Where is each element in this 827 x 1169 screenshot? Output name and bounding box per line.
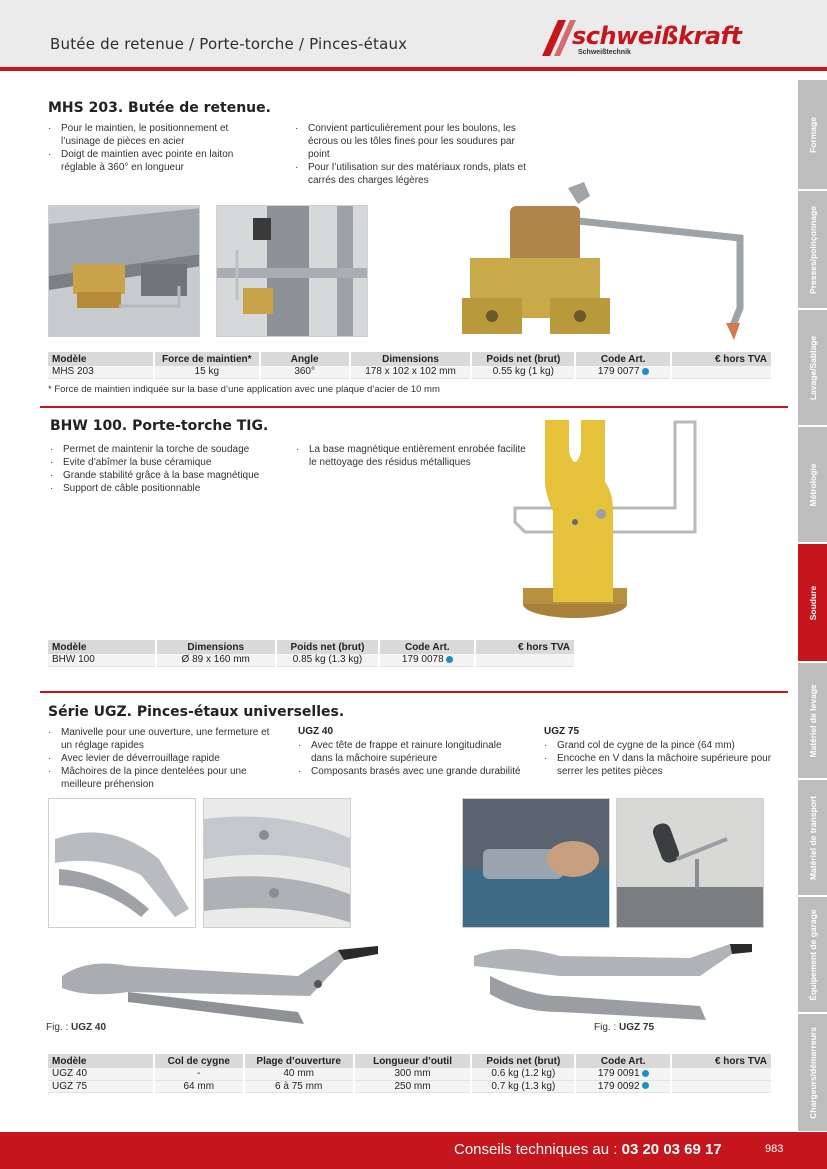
ugz40-bullets bbox=[298, 739, 523, 778]
tab-label: Matériel de transport bbox=[807, 795, 818, 880]
info-dot-icon bbox=[642, 1082, 649, 1089]
sidebar-tab-lavage[interactable] bbox=[798, 310, 827, 426]
cell-code bbox=[575, 366, 671, 378]
ugz40-product-image bbox=[48, 936, 388, 1032]
col-header: Dimensions bbox=[350, 352, 472, 366]
article-code: 179 0091 bbox=[597, 1068, 640, 1080]
col-header: Longueur d’outil bbox=[354, 1054, 472, 1068]
bhw-product-image bbox=[505, 412, 705, 627]
logo-subtitle: Schweißtechnik bbox=[578, 49, 631, 56]
col-header: Modèle bbox=[48, 352, 154, 366]
logo-wordmark: schweißkraft bbox=[572, 22, 742, 50]
cell-price bbox=[671, 1080, 772, 1092]
footer-phone[interactable]: 03 20 03 69 17 bbox=[621, 1141, 722, 1158]
fig-label: UGZ 40 bbox=[71, 1022, 107, 1033]
col-header: Poids net (brut) bbox=[276, 640, 380, 654]
ugz40-photo-detail bbox=[203, 798, 351, 928]
tab-label: Matériel de levage bbox=[807, 683, 818, 758]
sidebar-tab-metrologie[interactable] bbox=[798, 427, 827, 543]
cell: 300 mm bbox=[354, 1068, 472, 1080]
bullet: · La base magnétique entièrement enrobée facilite le nettoyage des résidus métalliques bbox=[296, 443, 526, 469]
mhs-photo-application-1 bbox=[48, 205, 200, 337]
table-row bbox=[48, 366, 772, 378]
col-header: Plage d’ouverture bbox=[244, 1054, 354, 1068]
tab-label: Formage bbox=[807, 116, 818, 153]
cell: MHS 203 bbox=[48, 366, 154, 378]
info-dot-icon bbox=[642, 1070, 649, 1077]
cell: UGZ 75 bbox=[48, 1080, 154, 1092]
fig-prefix: Fig. : bbox=[594, 1022, 617, 1033]
bullet: · Grande stabilité grâce à la base magnétique bbox=[50, 469, 285, 482]
bullet: · Avec levier de déverrouillage rapide bbox=[48, 752, 283, 765]
bullet: · Composants brasés avec une grande durabilité bbox=[298, 765, 523, 778]
sidebar-tab-formage[interactable] bbox=[798, 80, 827, 190]
fig-caption-ugz75 bbox=[594, 1022, 654, 1033]
header-rule bbox=[0, 67, 827, 71]
cell: 250 mm bbox=[354, 1080, 472, 1092]
cell: Ø 89 x 160 mm bbox=[156, 654, 276, 666]
tab-label: Métrologie bbox=[807, 463, 818, 506]
cell: 0.55 kg (1 kg) bbox=[471, 366, 575, 378]
col-header: Force de maintien* bbox=[154, 352, 260, 366]
cell: 0.6 kg (1.2 kg) bbox=[471, 1068, 575, 1080]
col-header: Col de cygne bbox=[154, 1054, 244, 1068]
mhs-section-title: MHS 203. Butée de retenue. bbox=[48, 100, 271, 116]
cell: BHW 100 bbox=[48, 654, 156, 666]
mhs-product-image bbox=[440, 178, 770, 348]
bullet: · Encoche en V dans la mâchoire supérieure pour serrer les petites pièces bbox=[544, 752, 774, 778]
tab-label: Presses/poinçonnage bbox=[807, 205, 818, 294]
table-header-row bbox=[48, 640, 575, 654]
ugz75-product-image bbox=[470, 936, 760, 1032]
bhw-section-title: BHW 100. Porte-torche TIG. bbox=[50, 418, 269, 434]
info-dot-icon bbox=[642, 368, 649, 375]
article-code: 179 0078 bbox=[401, 654, 444, 666]
cell: 178 x 102 x 102 mm bbox=[350, 366, 472, 378]
sidebar-tab-garage[interactable] bbox=[798, 897, 827, 1013]
ugz75-photo-setup bbox=[616, 798, 764, 928]
sidebar-tab-levage[interactable] bbox=[798, 663, 827, 779]
col-header: € hors TVA bbox=[671, 352, 772, 366]
header-title: Butée de retenue / Porte-torche / Pinces-étaux bbox=[50, 35, 408, 53]
section-divider bbox=[40, 691, 788, 693]
sidebar-tab-chargeurs[interactable] bbox=[798, 1014, 827, 1132]
cell: 0.7 kg (1.3 kg) bbox=[471, 1080, 575, 1092]
tab-label: Lavage/Sablage bbox=[807, 335, 818, 400]
col-header: Poids net (brut) bbox=[471, 1054, 575, 1068]
col-header: Code Art. bbox=[575, 1054, 671, 1068]
brand-logo bbox=[540, 18, 790, 62]
mhs-bullets-left bbox=[48, 122, 258, 174]
col-header: Angle bbox=[260, 352, 350, 366]
ugz40-photo-jaws bbox=[48, 798, 196, 928]
col-header: Code Art. bbox=[379, 640, 475, 654]
cell: 64 mm bbox=[154, 1080, 244, 1092]
bullet: · Evite d’abîmer la buse céramique bbox=[50, 456, 285, 469]
fig-label: UGZ 75 bbox=[619, 1022, 655, 1033]
tab-label: Chargeurs/démarreurs bbox=[807, 1026, 818, 1119]
cell: 0.85 kg (1.3 kg) bbox=[276, 654, 380, 666]
category-sidebar bbox=[798, 72, 827, 1132]
bullet: · Pour l’utilisation sur des matériaux ronds, plats et carrés des charges légères bbox=[295, 161, 535, 187]
ugz75-bullets bbox=[544, 739, 774, 778]
cell: 15 kg bbox=[154, 366, 260, 378]
cell-price bbox=[671, 1068, 772, 1080]
mhs-footnote: * Force de maintien indiquée sur la base d’une application avec une plaque d’acier de 10 mm bbox=[48, 384, 440, 395]
bhw-spec-table bbox=[48, 640, 576, 667]
sidebar-tab-presses[interactable] bbox=[798, 191, 827, 309]
bullet: · Avec tête de frappe et rainure longitudinale dans la mâchoire supérieure bbox=[298, 739, 523, 765]
table-row bbox=[48, 1068, 772, 1080]
tab-label: Soudure bbox=[807, 585, 818, 620]
footer-label: Conseils techniques au : bbox=[454, 1141, 618, 1158]
table-header-row bbox=[48, 1054, 772, 1068]
cell-code bbox=[575, 1068, 671, 1080]
col-header: € hors TVA bbox=[475, 640, 575, 654]
ugz-bullets-left bbox=[48, 726, 283, 791]
article-code: 179 0092 bbox=[597, 1080, 640, 1092]
footer-contact bbox=[454, 1141, 722, 1158]
cell: 360° bbox=[260, 366, 350, 378]
ugz75-subhead: UGZ 75 bbox=[544, 726, 580, 737]
table-row bbox=[48, 1080, 772, 1092]
ugz-section-title: Série UGZ. Pinces-étaux universelles. bbox=[48, 704, 345, 720]
cell-code bbox=[379, 654, 475, 666]
col-header: Modèle bbox=[48, 1054, 154, 1068]
cell: 6 à 75 mm bbox=[244, 1080, 354, 1092]
bullet: · Manivelle pour une ouverture, une fermeture et un réglage rapides bbox=[48, 726, 283, 752]
page-footer bbox=[0, 1132, 827, 1169]
bullet: · Mâchoires de la pince dentelées pour une meilleure préhension bbox=[48, 765, 283, 791]
sidebar-tab-soudure[interactable] bbox=[798, 544, 827, 662]
table-row bbox=[48, 654, 575, 666]
cell: UGZ 40 bbox=[48, 1068, 154, 1080]
bullet: · Convient particulièrement pour les boulons, les écrous ou les tôles fines pour les soudures par point bbox=[295, 122, 535, 161]
page-number: 983 bbox=[765, 1143, 784, 1155]
mhs-spec-table bbox=[48, 352, 773, 379]
cell-price bbox=[671, 366, 772, 378]
bullet: · Doigt de maintien avec pointe en laiton réglable à 360° en longueur bbox=[48, 148, 258, 174]
info-dot-icon bbox=[446, 656, 453, 663]
table-header-row bbox=[48, 352, 772, 366]
bhw-bullets-right bbox=[296, 443, 526, 469]
sidebar-tab-transport[interactable] bbox=[798, 780, 827, 896]
ugz75-photo-usage bbox=[462, 798, 610, 928]
col-header: Code Art. bbox=[575, 352, 671, 366]
col-header: Modèle bbox=[48, 640, 156, 654]
col-header: Dimensions bbox=[156, 640, 276, 654]
tab-label: Équipement de garage bbox=[807, 908, 818, 1001]
cell: 40 mm bbox=[244, 1068, 354, 1080]
fig-prefix: Fig. : bbox=[46, 1022, 69, 1033]
cell: - bbox=[154, 1068, 244, 1080]
bhw-bullets-left bbox=[50, 443, 285, 495]
ugz40-subhead: UGZ 40 bbox=[298, 726, 334, 737]
cell-price bbox=[475, 654, 575, 666]
bullet: · Permet de maintenir la torche de soudage bbox=[50, 443, 285, 456]
page-header bbox=[0, 0, 827, 70]
section-divider bbox=[40, 406, 788, 408]
bullet: · Grand col de cygne de la pince (64 mm) bbox=[544, 739, 774, 752]
ugz-spec-table bbox=[48, 1054, 773, 1093]
bullet: · Pour le maintien, le positionnement et l’usinage de pièces en acier bbox=[48, 122, 258, 148]
cell-code bbox=[575, 1080, 671, 1092]
article-code: 179 0077 bbox=[597, 366, 640, 378]
col-header: € hors TVA bbox=[671, 1054, 772, 1068]
mhs-photo-application-2 bbox=[216, 205, 368, 337]
bullet: · Support de câble positionnable bbox=[50, 482, 285, 495]
col-header: Poids net (brut) bbox=[471, 352, 575, 366]
fig-caption-ugz40 bbox=[46, 1022, 106, 1033]
